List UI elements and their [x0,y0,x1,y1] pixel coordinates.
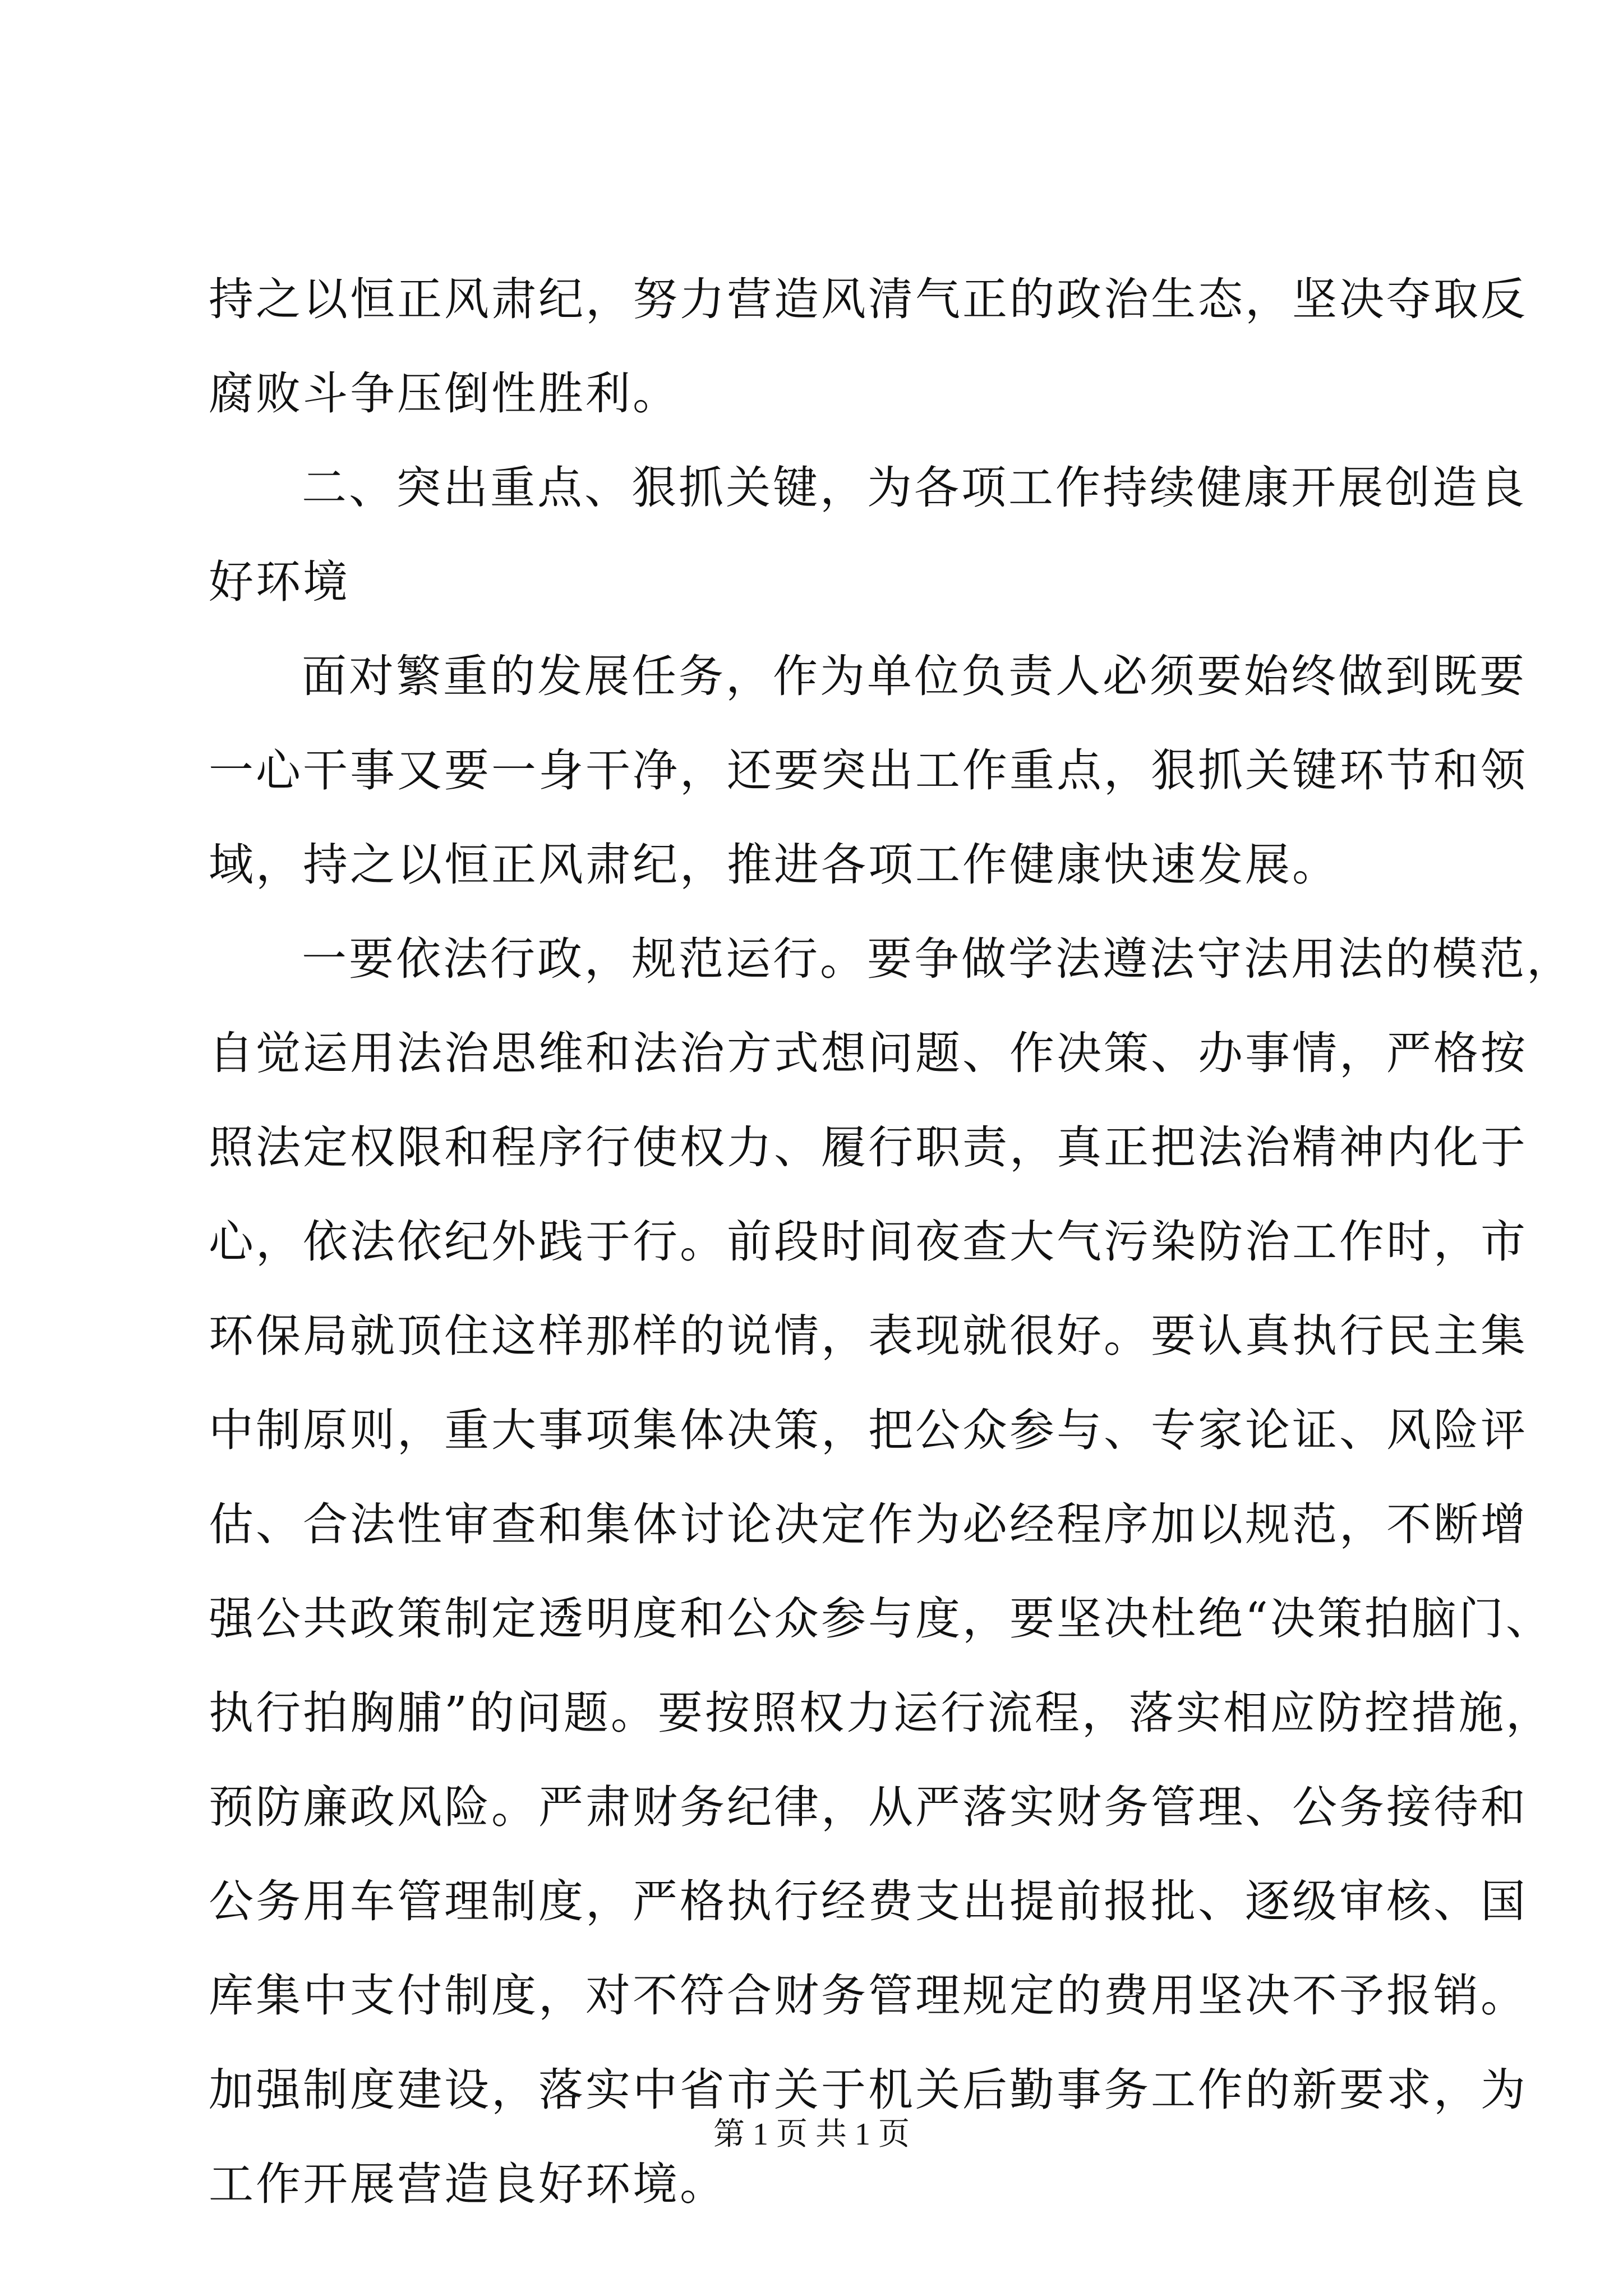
document-body [209,252,1574,2231]
body-line: 腐败斗争压倒性胜利。 [209,367,680,420]
body-line: 预防廉政风险。严肃财务纪律，从严落实财务管理、公务接待和 [209,1781,1528,1833]
body-line: 域，持之以恒正风肃纪，推进各项工作健康快速发展。 [209,839,1339,891]
body-line: 照法定权限和程序行使权力、履行职责，真正把法治精神内化于 [209,1121,1528,1174]
body-line: 面对繁重的发展任务，作为单位负责人必须要始终做到既要 [302,650,1527,702]
body-line: 工作开展营造良好环境。 [209,2158,727,2210]
body-line: 二、突出重点、狠抓关键，为各项工作持续健康开展创造良 [302,462,1527,514]
body-line: 一心干事又要一身干净，还要突出工作重点，狠抓关键环节和领 [209,744,1528,797]
body-line: 库集中支付制度，对不符合财务管理规定的费用坚决不予报销。 [209,1970,1528,2022]
page-number-footer: 第 1 页 共 1 页 [713,2117,910,2152]
body-line: 心，依法依纪外践于行。前段时间夜查大气污染防治工作时，市 [209,1216,1528,1268]
body-line: 估、合法性审查和集体讨论决定作为必经程序加以规范，不断增 [209,1498,1528,1550]
body-line: 加强制度建设，落实中省市关于机关后勤事务工作的新要求，为 [209,2064,1528,2116]
body-line: 公务用车管理制度，严格执行经费支出提前报批、逐级审核、国 [209,1875,1528,1927]
body-line: 环保局就顶住这样那样的说情，表现就很好。要认真执行民主集 [209,1310,1528,1362]
body-line: 中制原则，重大事项集体决策，把公众参与、专家论证、风险评 [209,1404,1528,1456]
body-line: 自觉运用法治思维和法治方式想问题、作决策、办事情，严格按 [209,1027,1528,1079]
body-line: 一要依法行政，规范运行。要争做学法遵法守法用法的模范， [302,933,1574,985]
body-line: 强公共政策制定透明度和公众参与度，要坚决杜绝“决策拍脑门、 [209,1593,1553,1645]
body-line: 持之以恒正风肃纪，努力营造风清气正的政治生态，坚决夺取反 [209,273,1528,325]
body-line: 好环境 [209,556,350,608]
body-line: 执行拍胸脯”的问题。要按照权力运行流程，落实相应防控措施， [209,1687,1553,1739]
